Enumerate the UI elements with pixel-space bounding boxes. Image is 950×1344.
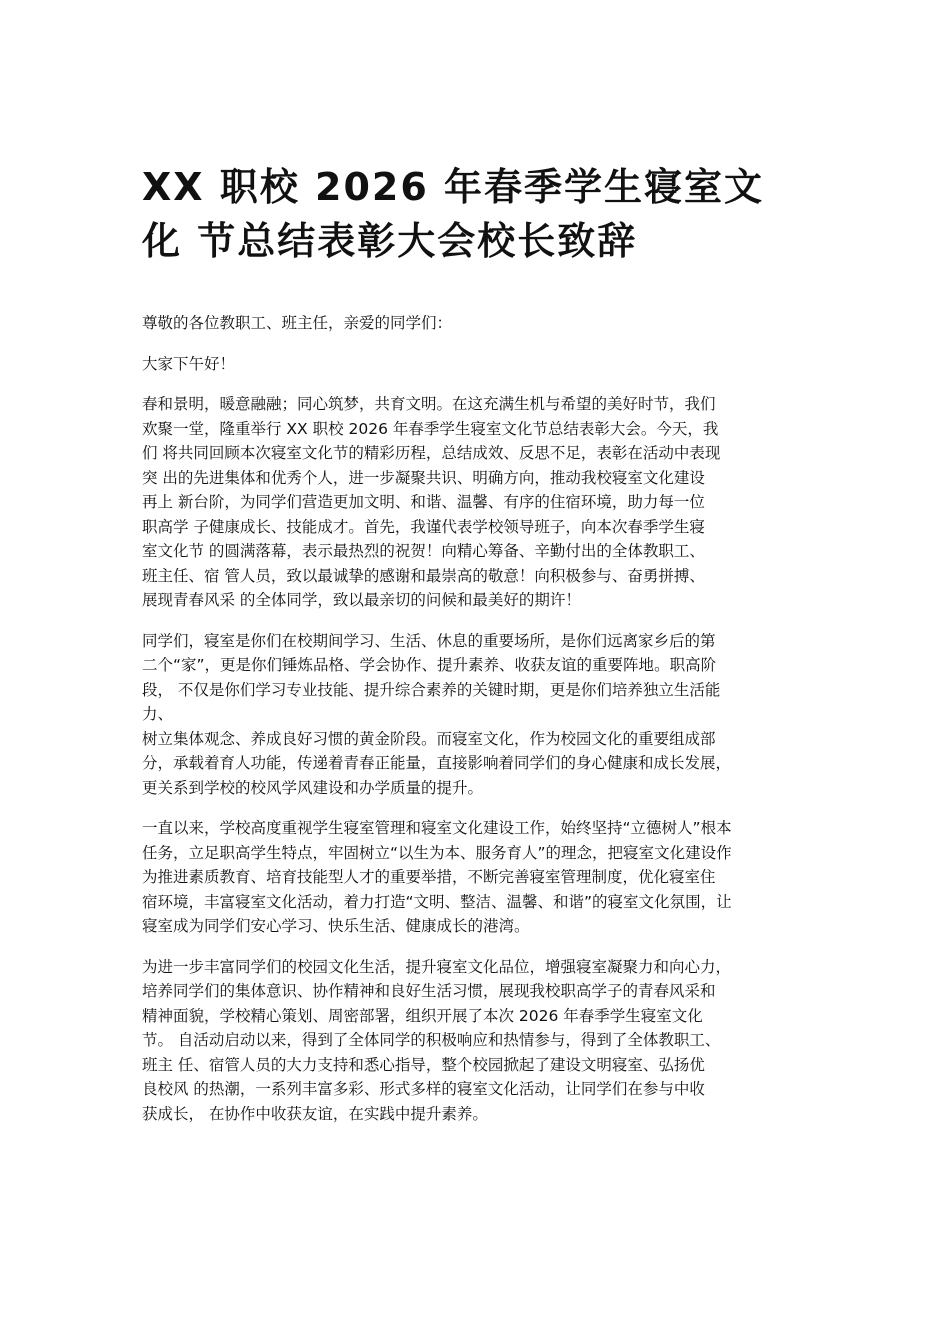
text-line: 为推进素质教育、培育技能型人才的重要举措，不断完善寝室管理制度，优化寝室住: [142, 868, 716, 886]
text-line: 节。 自活动启动以来，得到了全体同学的积极响应和热情参与，得到了全体教职工、: [142, 1031, 721, 1049]
body-paragraph-4: [142, 955, 822, 1127]
title-line-1: XX 职校 2026 年春季学生寝室文: [142, 165, 765, 209]
text-line: 同学们，寝室是你们在校期间学习、生活、休息的重要场所，是你们远离家乡后的第: [142, 631, 716, 650]
text-line: 班主任、宿 管人员，致以最诚挚的感谢和最崇高的敬意！向积极参与、奋勇拼搏、: [142, 566, 705, 585]
text-line: 树立集体观念、养成良好习惯的黄金阶段。而寝室文化，作为校园文化的重要组成部: [142, 729, 716, 748]
text-line: 获成长， 在协作中收获友谊，在实践中提升素养。: [142, 1104, 488, 1123]
text-line: 室文化节 的圆满落幕，表示最热烈的祝贺！向精心筹备、辛勤付出的全体教职工、: [142, 542, 705, 560]
text-line: 更关系到学校的校风学风建设和办学质量的提升。: [142, 778, 484, 797]
text-line: 段， 不仅是你们学习专业技能、提升综合素养的关键时期，更是你们培养独立生活能: [142, 680, 721, 699]
body-paragraph-1: [142, 392, 822, 613]
body-paragraph-2: [142, 629, 822, 801]
text-line: 良校风 的热潮，一系列丰富多彩、形式多样的寝室文化活动，让同学们在参与中收: [142, 1080, 705, 1098]
text-line: 二个“家”，更是你们锤炼品格、学会协作、提升素养、收获友谊的重要阵地。职高阶: [142, 656, 717, 674]
text-line: 大家下午好！: [142, 354, 236, 373]
text-line: 展现青春风采 的全体同学，致以最亲切的问候和最美好的期许！: [142, 591, 581, 609]
text-line: 们 将共同回顾本次寝室文化节的精彩历程，总结成效、反思不足，表彰在活动中表现: [142, 444, 721, 462]
text-line: 为进一步丰富同学们的校园文化生活，提升寝室文化品位，增强寝室凝聚力和向心力，: [142, 957, 732, 976]
text-line: 一直以来，学校高度重视学生寝室管理和寝室文化建设工作，始终坚持“立德树人”根本: [142, 819, 732, 837]
title-line-2: 化 节总结表彰大会校长致辞: [142, 219, 638, 263]
text-line: 力、: [142, 705, 174, 723]
text-line: 精神面貌，学校精心策划、周密部署，组织开展了本次 2026 年春季学生寝室文化: [142, 1006, 703, 1025]
text-line: 分，承载着育人功能，传递着青春正能量，直接影响着同学们的身心健康和成长发展，: [142, 754, 732, 772]
salutation-paragraph: [142, 311, 822, 336]
text-line: 任务，立足职高学生特点，牢固树立“以生为本、服务育人”的理念，把寝室文化建设作: [142, 843, 732, 862]
text-line: 职高学 子健康成长、技能成才。首先，我谨代表学校领导班子，向本次春季学生寝: [142, 517, 705, 536]
text-line: 再上 新台阶，为同学们营造更加文明、和谐、温馨、有序的住宿环境，助力每一位: [142, 493, 705, 511]
text-line: 突 出的先进集体和优秀个人，进一步凝聚共识、明确方向，推动我校寝室文化建设: [142, 468, 705, 487]
document-title: [142, 160, 822, 268]
text-line: 班主 任、宿管人员的大力支持和悉心指导，整个校园掀起了建设文明寝室、弘扬优: [142, 1055, 705, 1074]
text-line: 尊敬的各位教职工、班主任，亲爱的同学们：: [142, 314, 453, 332]
text-line: 春和景明，暖意融融；同心筑梦，共育文明。在这充满生机与希望的美好时节，我们: [142, 395, 716, 413]
text-line: 培养同学们的集体意识、协作精神和良好生活习惯，展现我校职高学子的青春风采和: [142, 982, 716, 1000]
text-line: 宿环境，丰富寝室文化活动，着力打造“文明、整洁、温馨、和谐”的寝室文化氛围，让: [142, 892, 732, 911]
text-line: 欢聚一堂，隆重举行 XX 职校 2026 年春季学生寝室文化节总结表彰大会。今天，我: [142, 419, 719, 438]
document-body: [142, 311, 822, 1142]
text-line: 寝室成为同学们安心学习、快乐生活、健康成长的港湾。: [142, 917, 530, 935]
body-paragraph-3: [142, 816, 822, 939]
greeting-paragraph: [142, 352, 822, 377]
